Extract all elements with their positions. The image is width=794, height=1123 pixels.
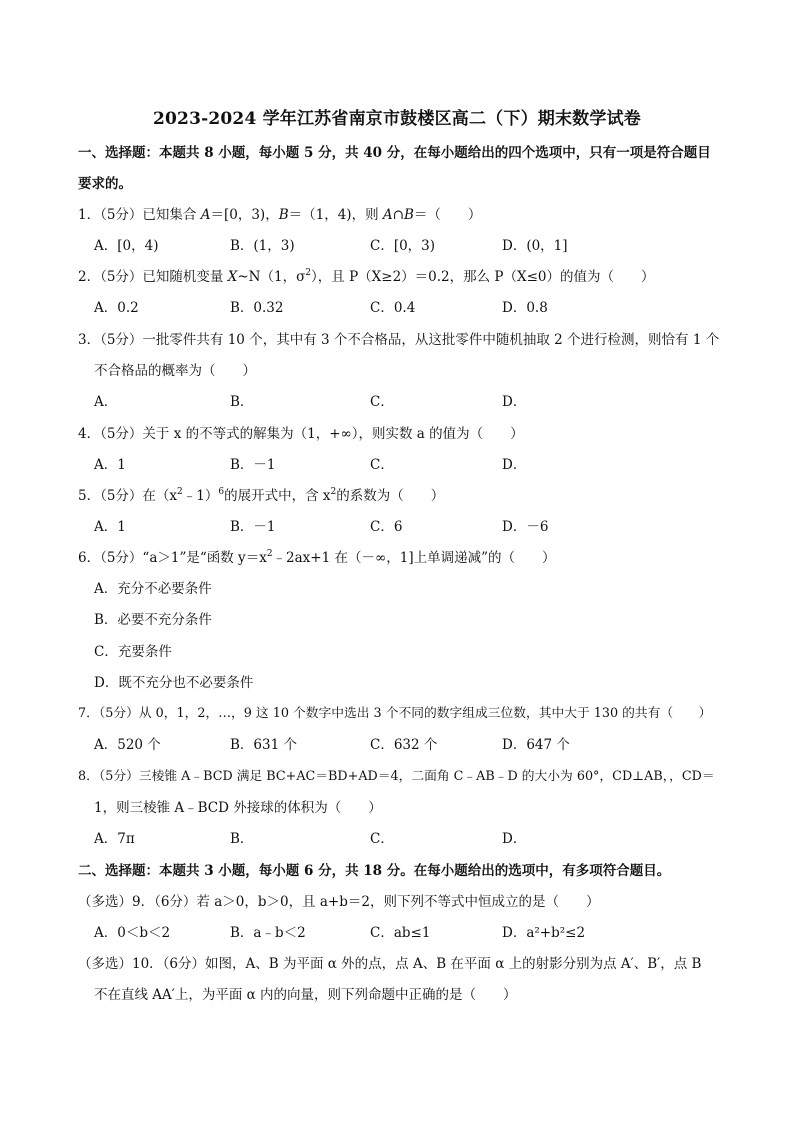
- q4-option-d: D．: [502, 457, 527, 473]
- q5-option-b: B．－1: [230, 519, 276, 535]
- question-2: [78, 268, 655, 286]
- q2-stem-rest: ），且 P（X≥2）＝0.2，那么 P（X≤0）的值为（ ）: [311, 269, 655, 285]
- question-3-line2: 不合格品的概率为（ ）: [94, 363, 256, 379]
- q3-option-d: D．: [502, 394, 527, 410]
- q1-set-b: B: [278, 207, 289, 223]
- q2-option-d: D．0.8: [502, 300, 548, 316]
- q1-option-d: D．(0，1]: [502, 238, 568, 254]
- q3-option-b: B．: [230, 394, 254, 410]
- q3-option-c: C．: [370, 394, 394, 410]
- q2-stem-start: 2．（5分）已知随机变量: [78, 269, 228, 285]
- question-1: [78, 206, 481, 224]
- q1-stem-mid2: ＝（1，4)，则: [288, 207, 383, 223]
- q2-var-x: X: [227, 269, 238, 285]
- q5-option-c: C．6: [370, 519, 403, 535]
- section2-heading: 二、选择题：本题共 3 小题，每小题 6 分，共 18 分。在每小题给出的选项中，有多项符合题目。: [78, 863, 671, 879]
- q5-stem-end: 的系数为（ ）: [336, 488, 445, 504]
- q7-option-b: B．631 个: [230, 737, 297, 753]
- question-3-line1: 3．（5分）一批零件共有 10 个，其中有 3 个不合格品，从这批零件中随机抽取 2 个进行检测，则恰有 1 个: [78, 332, 720, 348]
- section1-heading-line1: 一、选择题：本题共 8 小题，每小题 5 分，共 40 分，在每小题给出的四个选项中，只有一项是符合题目: [78, 145, 711, 161]
- q4-option-a: A．1: [94, 457, 126, 473]
- q6-sup: 2: [266, 549, 273, 559]
- question-8-line2: 1，则三棱锥 A﹣BCD 外接球的体积为（ ）: [94, 800, 382, 816]
- question-4: 4．（5分）关于 x 的不等式的解集为（1，+∞），则实数 a 的值为（ ）: [78, 426, 524, 442]
- q6-option-a: A．充分不必要条件: [94, 581, 212, 597]
- q2-sup: 2: [305, 268, 312, 278]
- question-8-line1: 8．（5分）三棱锥 A﹣BCD 满足 BC+AC＝BD+AD＝4，二面角 C﹣AB﹣D 的大小为 60°，CD⊥AB，，CD＝: [78, 769, 715, 784]
- q5-option-a: A．1: [94, 519, 126, 535]
- q1-stem-mid1: ＝[0，3)，: [210, 207, 279, 223]
- q9-option-a: A．0＜b＜2: [94, 925, 171, 941]
- q1-set-a2: A: [382, 207, 393, 223]
- q9-option-b: B．a﹣b＜2: [230, 925, 306, 941]
- q5-sup1: 2: [177, 487, 183, 497]
- q1-set-a: A: [200, 207, 211, 223]
- q2-normal: ~N（1，σ: [237, 269, 306, 285]
- page-title: 2023-2024 学年江苏省南京市鼓楼区高二（下）期末数学试卷: [152, 109, 641, 129]
- q5-option-d: D．－6: [502, 519, 549, 535]
- q2-option-a: A．0.2: [94, 300, 139, 316]
- q8-option-c: C．: [370, 831, 394, 847]
- q3-option-a: A．: [94, 394, 118, 410]
- q8-option-a: A．7π: [94, 831, 135, 847]
- q1-stem-end: ＝（ ）: [413, 207, 482, 223]
- q1-cap-symbol: ∩: [392, 207, 404, 223]
- q9-option-c: C．ab≤1: [370, 925, 431, 941]
- q2-option-c: C．0.4: [370, 300, 416, 316]
- q6-stem-start: 6．（5分）“a＞1”是“函数 y＝x: [78, 550, 267, 566]
- q7-option-c: C．632 个: [370, 737, 438, 753]
- q6-option-c: C．充要条件: [94, 644, 172, 660]
- q2-option-b: B．0.32: [230, 300, 284, 316]
- q8-option-b: B．: [230, 831, 254, 847]
- q7-option-a: A．520 个: [94, 737, 161, 753]
- q4-option-c: C．: [370, 457, 394, 473]
- question-9: （多选）9．（6分）若 a＞0，b＞0，且 a+b＝2，则下列不等式中恒成立的是（ ）: [78, 894, 600, 910]
- q5-stem-start: 5．（5分）在（x: [78, 488, 178, 504]
- q1-set-b2: B: [403, 207, 414, 223]
- q6-option-b: B．必要不充分条件: [94, 612, 212, 628]
- q5-sup2: 6: [218, 487, 225, 497]
- section1-heading-line2: 要求的。: [78, 176, 132, 192]
- q4-option-b: B．－1: [230, 457, 276, 473]
- q1-option-b: B．(1，3): [230, 238, 295, 254]
- q5-stem-mid2: 的展开式中，含 x: [224, 488, 331, 504]
- q8-option-d: D．: [502, 831, 527, 847]
- q1-option-c: C．[0，3): [370, 238, 436, 254]
- q5-sup3: 2: [330, 487, 337, 497]
- q6-option-d: D．既不充分也不必要条件: [94, 675, 254, 691]
- question-10-line2: 不在直线 AA′上，为平面 α 内的向量，则下列命题中正确的是（ ）: [94, 987, 517, 1003]
- question-6: [78, 549, 556, 567]
- question-5: [78, 487, 444, 505]
- q1-option-a: A．[0，4): [94, 238, 159, 254]
- q1-stem-start: 1．（5分）已知集合: [78, 207, 201, 223]
- q7-option-d: D．647 个: [502, 737, 570, 753]
- q6-stem-end: ﹣2ax+1 在（－∞，1]上单调递减”的（ ）: [272, 550, 556, 566]
- question-10-line1: （多选）10．（6分）如图，A、B 为平面 α 外的点，点 A、B 在平面 α 上的射影分别为点 A′、B′，点 B: [78, 956, 702, 972]
- question-7: 7．（5分）从 0，1，2，…，9 这 10 个数字中选出 3 个不同的数字组成三位数，其中大于 130 的共有（ ）: [78, 706, 712, 721]
- q5-stem-mid: ﹣1）: [182, 488, 219, 504]
- q9-option-d: D．a²+b²≤2: [502, 925, 586, 941]
